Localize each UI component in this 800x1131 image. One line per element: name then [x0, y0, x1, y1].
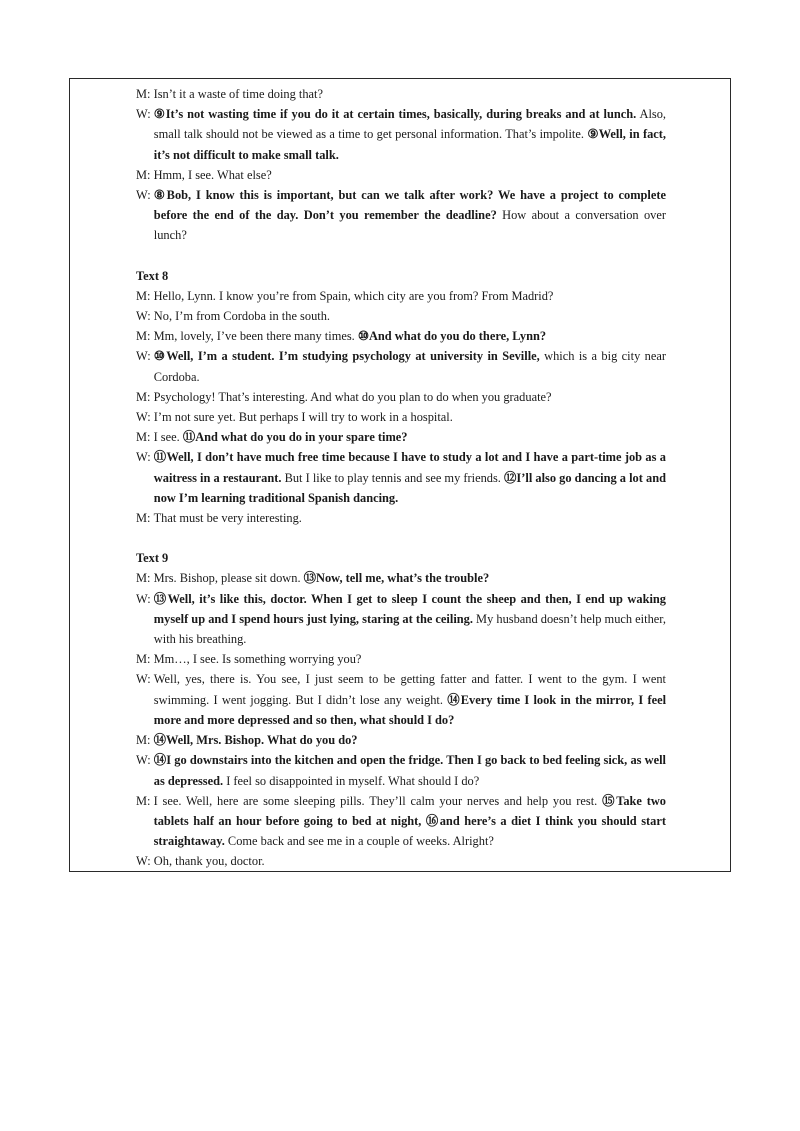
speaker-label: W:	[136, 753, 151, 768]
speaker-label: M:	[136, 167, 151, 182]
utterance-text: My husband doesn’t help much either, with his breathing.	[153, 611, 666, 647]
speaker-label: M:	[136, 389, 151, 404]
utterance	[154, 407, 666, 427]
dialogue-line	[136, 165, 666, 185]
speaker-label: M:	[136, 87, 151, 101]
utterance	[154, 669, 666, 730]
answer-highlight: ⑪Well, I don’t have much free time because I have to study a lot and I have a part-time job as a waitress in a restaurant.	[153, 450, 666, 485]
speaker-label: M:	[136, 571, 151, 586]
transcript	[136, 84, 666, 872]
utterance-text: I see. Well, here are some sleeping pills. They’ll calm your nerves and help you rest.	[153, 793, 603, 808]
utterance	[154, 165, 666, 185]
speaker-label: W:	[136, 450, 151, 465]
dialogue-line	[136, 791, 666, 852]
utterance-text: Hello, Lynn. I know you’re from Spain, which city are you from? From Madrid?	[153, 288, 554, 303]
answer-highlight: ⑪And what do you do in your spare time?	[182, 430, 408, 445]
utterance	[154, 104, 666, 165]
text9-heading: Text 9	[136, 551, 169, 566]
dialogue-line	[136, 104, 666, 165]
utterance-text: That must be very interesting.	[153, 511, 302, 526]
dialogue-line	[136, 84, 666, 104]
utterance	[154, 84, 666, 104]
text8-heading: Text 8	[136, 268, 169, 283]
answer-highlight: ⑬Now, tell me, what’s the trouble?	[303, 571, 490, 586]
utterance	[154, 851, 666, 871]
dialogue-line	[136, 407, 666, 427]
speaker-label: W:	[136, 107, 151, 122]
utterance	[154, 306, 666, 326]
utterance-text: How about a conversation over lunch?	[153, 208, 666, 243]
answer-highlight: ⑭Every time I look in the mirror, I feel more and more depressed and so then, what should I do?	[153, 692, 667, 727]
dialogue-block-continued	[136, 84, 666, 246]
speaker-label: M:	[136, 430, 151, 445]
utterance	[154, 730, 666, 750]
utterance-text: Mm, lovely, I’ve been there many times.	[153, 329, 358, 344]
answer-highlight: ⑩And what do you do there, Lynn?	[357, 329, 547, 344]
text9-dialogue	[136, 568, 666, 871]
dialogue-line	[136, 326, 666, 346]
dialogue-line	[136, 669, 666, 730]
speaker-label: W:	[136, 309, 151, 324]
utterance-text: Come back and see me in a couple of weeks. Alright?	[224, 834, 494, 849]
utterance	[154, 589, 666, 650]
dialogue-line	[136, 185, 666, 246]
speaker-label: M:	[136, 511, 151, 526]
speaker-label: M:	[136, 733, 151, 748]
speaker-label: W:	[136, 188, 151, 203]
utterance-text: Psychology! That’s interesting. And what do you plan to do when you graduate?	[153, 389, 552, 404]
utterance	[154, 286, 666, 306]
dialogue-line	[136, 649, 666, 669]
dialogue-line	[136, 750, 666, 790]
dialogue-line	[136, 730, 666, 750]
speaker-label: W:	[136, 591, 151, 606]
answer-highlight: ⑩Well, I’m a student. I’m studying psychology at university in Seville,	[153, 349, 540, 364]
utterance	[154, 791, 666, 852]
answer-highlight: ⑨It’s not wasting time if you do it at certain times, basically, during breaks and at lunch.	[153, 107, 637, 122]
dialogue-line	[136, 306, 666, 326]
utterance	[154, 185, 666, 246]
answer-highlight: ⑭Well, Mrs. Bishop. What do you do?	[153, 733, 358, 748]
utterance-text: Mm…, I see. Is something worrying you?	[153, 652, 362, 667]
utterance	[154, 326, 666, 346]
utterance-text: Isn’t it a waste of time doing that?	[153, 87, 323, 101]
dialogue-line	[136, 508, 666, 528]
utterance	[154, 387, 666, 407]
utterance	[154, 649, 666, 669]
answer-highlight: ⑭I go downstairs into the kitchen and open the fridge. Then I go back to bed feeling sick, as well as depressed.	[153, 753, 666, 788]
answer-highlight: ⑬Well, it’s like this, doctor. When I get to sleep I count the sheep and then, I end up waking myself up and I spend hours just lying, staring at the ceiling.	[153, 591, 666, 626]
text8-dialogue	[136, 286, 666, 528]
utterance	[154, 427, 666, 447]
utterance	[154, 447, 666, 508]
dialogue-line	[136, 286, 666, 306]
utterance	[154, 508, 666, 528]
utterance-text: which is a big city near Cordoba.	[153, 349, 666, 384]
speaker-label: W:	[136, 672, 151, 687]
dialogue-line	[136, 387, 666, 407]
dialogue-line	[136, 851, 666, 871]
utterance-text: I feel so disappointed in myself. What should I do?	[223, 773, 480, 788]
answer-highlight: ⑨Well, in fact, it’s not difficult to make small talk.	[153, 127, 667, 162]
speaker-label: W:	[136, 349, 151, 364]
utterance	[154, 568, 666, 588]
utterance-text: I’m not sure yet. But perhaps I will try to work in a hospital.	[153, 410, 453, 425]
answer-highlight: ⑧Bob, I know this is important, but can we talk after work? We have a project to complete before the end of the day. Don’t you remember the deadline?	[153, 188, 666, 223]
utterance-text: No, I’m from Cordoba in the south.	[153, 309, 330, 324]
speaker-label: M:	[136, 329, 151, 344]
utterance-text: I see.	[153, 430, 183, 445]
utterance-text: Mrs. Bishop, please sit down.	[153, 571, 304, 586]
speaker-label: M:	[136, 288, 151, 303]
speaker-label: M:	[136, 793, 151, 808]
utterance-text: Well, yes, there is. You see, I just seem to be getting fatter and fatter. I went to the gym. I went swimming. I went jogging. But I didn’t lose any weight.	[153, 672, 666, 707]
answer-highlight: ⑫I’ll also go dancing a lot and now I’m learning traditional Spanish dancing.	[153, 470, 666, 505]
dialogue-line	[136, 447, 666, 508]
utterance-text: Hmm, I see. What else?	[153, 167, 272, 182]
utterance	[154, 750, 666, 790]
dialogue-line	[136, 346, 666, 386]
speaker-label: W:	[136, 854, 151, 869]
speaker-label: W:	[136, 410, 151, 425]
dialogue-line	[136, 589, 666, 650]
answer-highlight: ⑮Take two tablets half an hour before going to bed at night, ⑯and here’s a diet I think you should start straightaway.	[153, 793, 666, 849]
dialogue-line	[136, 568, 666, 588]
utterance-text: Oh, thank you, doctor.	[153, 854, 265, 869]
utterance	[154, 346, 666, 386]
speaker-label: M:	[136, 652, 151, 667]
utterance-text: But I like to play tennis and see my friends.	[281, 470, 505, 485]
utterance-text: Also, small talk should not be viewed as a time to get personal information. That’s impolite.	[153, 107, 667, 142]
dialogue-line	[136, 427, 666, 447]
